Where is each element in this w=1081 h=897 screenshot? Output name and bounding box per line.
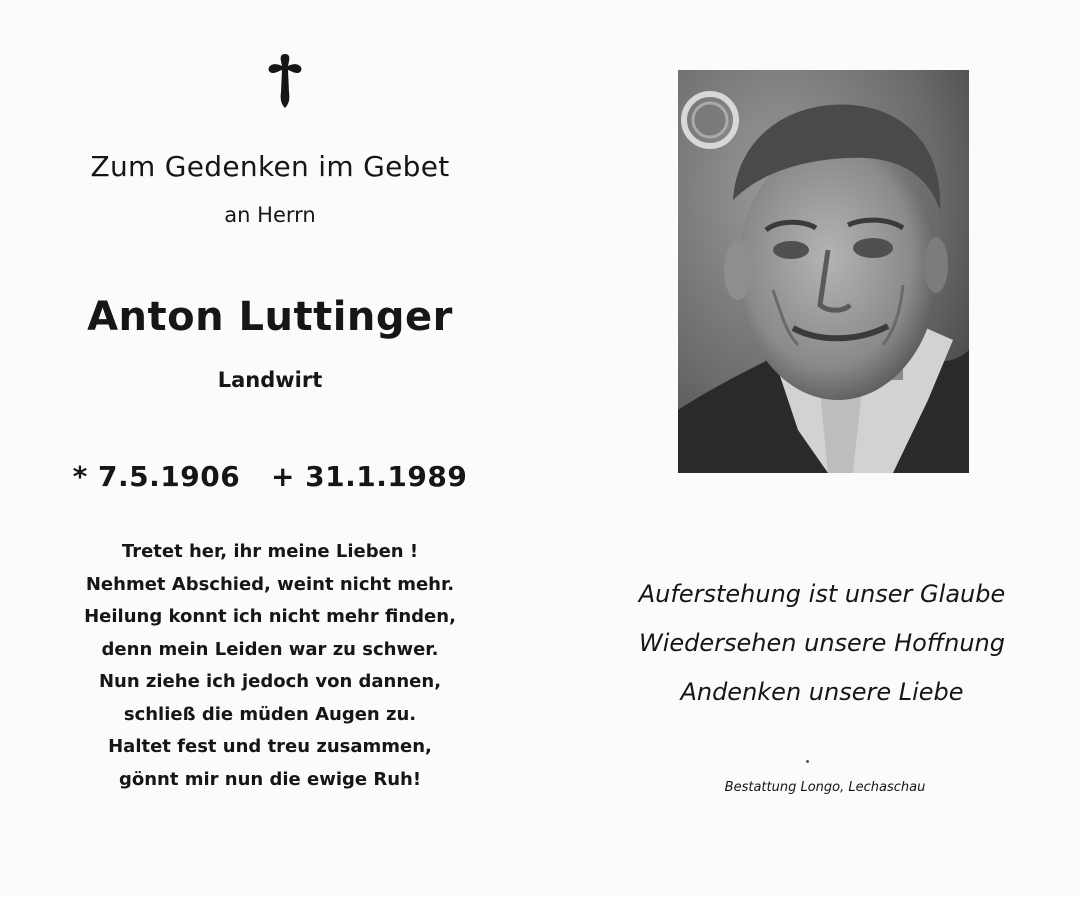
birth-date: * 7.5.1906 — [72, 460, 241, 493]
undertaker-credit: Bestattung Longo, Lechaschau — [724, 780, 926, 795]
poem-line: Haltet fest und treu zusammen, — [108, 736, 432, 757]
motto — [592, 570, 1052, 717]
life-dates — [40, 460, 500, 493]
poem-line: schließ die müden Augen zu. — [123, 703, 417, 725]
poem — [40, 536, 500, 796]
motto-line: Wiedersehen unsere Hoffnung — [639, 629, 1005, 657]
portrait-photo — [678, 70, 969, 473]
salutation: an Herrn — [224, 203, 316, 227]
occupation: Landwirt — [217, 368, 323, 392]
motto-line: Auferstehung ist unser Glaube — [638, 580, 1006, 608]
death-date: + 31.1.1989 — [270, 460, 468, 493]
divider-dot — [806, 760, 809, 763]
poem-line: gönnt mir nun die ewige Ruh! — [118, 768, 422, 790]
poem-line: Nun ziehe ich jedoch von dannen, — [98, 671, 442, 692]
poem-line: Nehmet Abschied, weint nicht mehr. — [85, 573, 455, 595]
deceased-name: Anton Luttinger — [87, 294, 453, 340]
heading: Zum Gedenken im Gebet — [90, 150, 450, 183]
portrait-image — [678, 70, 969, 473]
poem-line: Heilung konnt ich nicht mehr finden, — [84, 606, 456, 627]
motto-line: Andenken unsere Liebe — [680, 678, 964, 706]
poem-line: Tretet her, ihr meine Lieben ! — [121, 541, 419, 562]
cross-icon — [265, 52, 305, 110]
poem-line: denn mein Leiden war zu schwer. — [101, 638, 439, 660]
